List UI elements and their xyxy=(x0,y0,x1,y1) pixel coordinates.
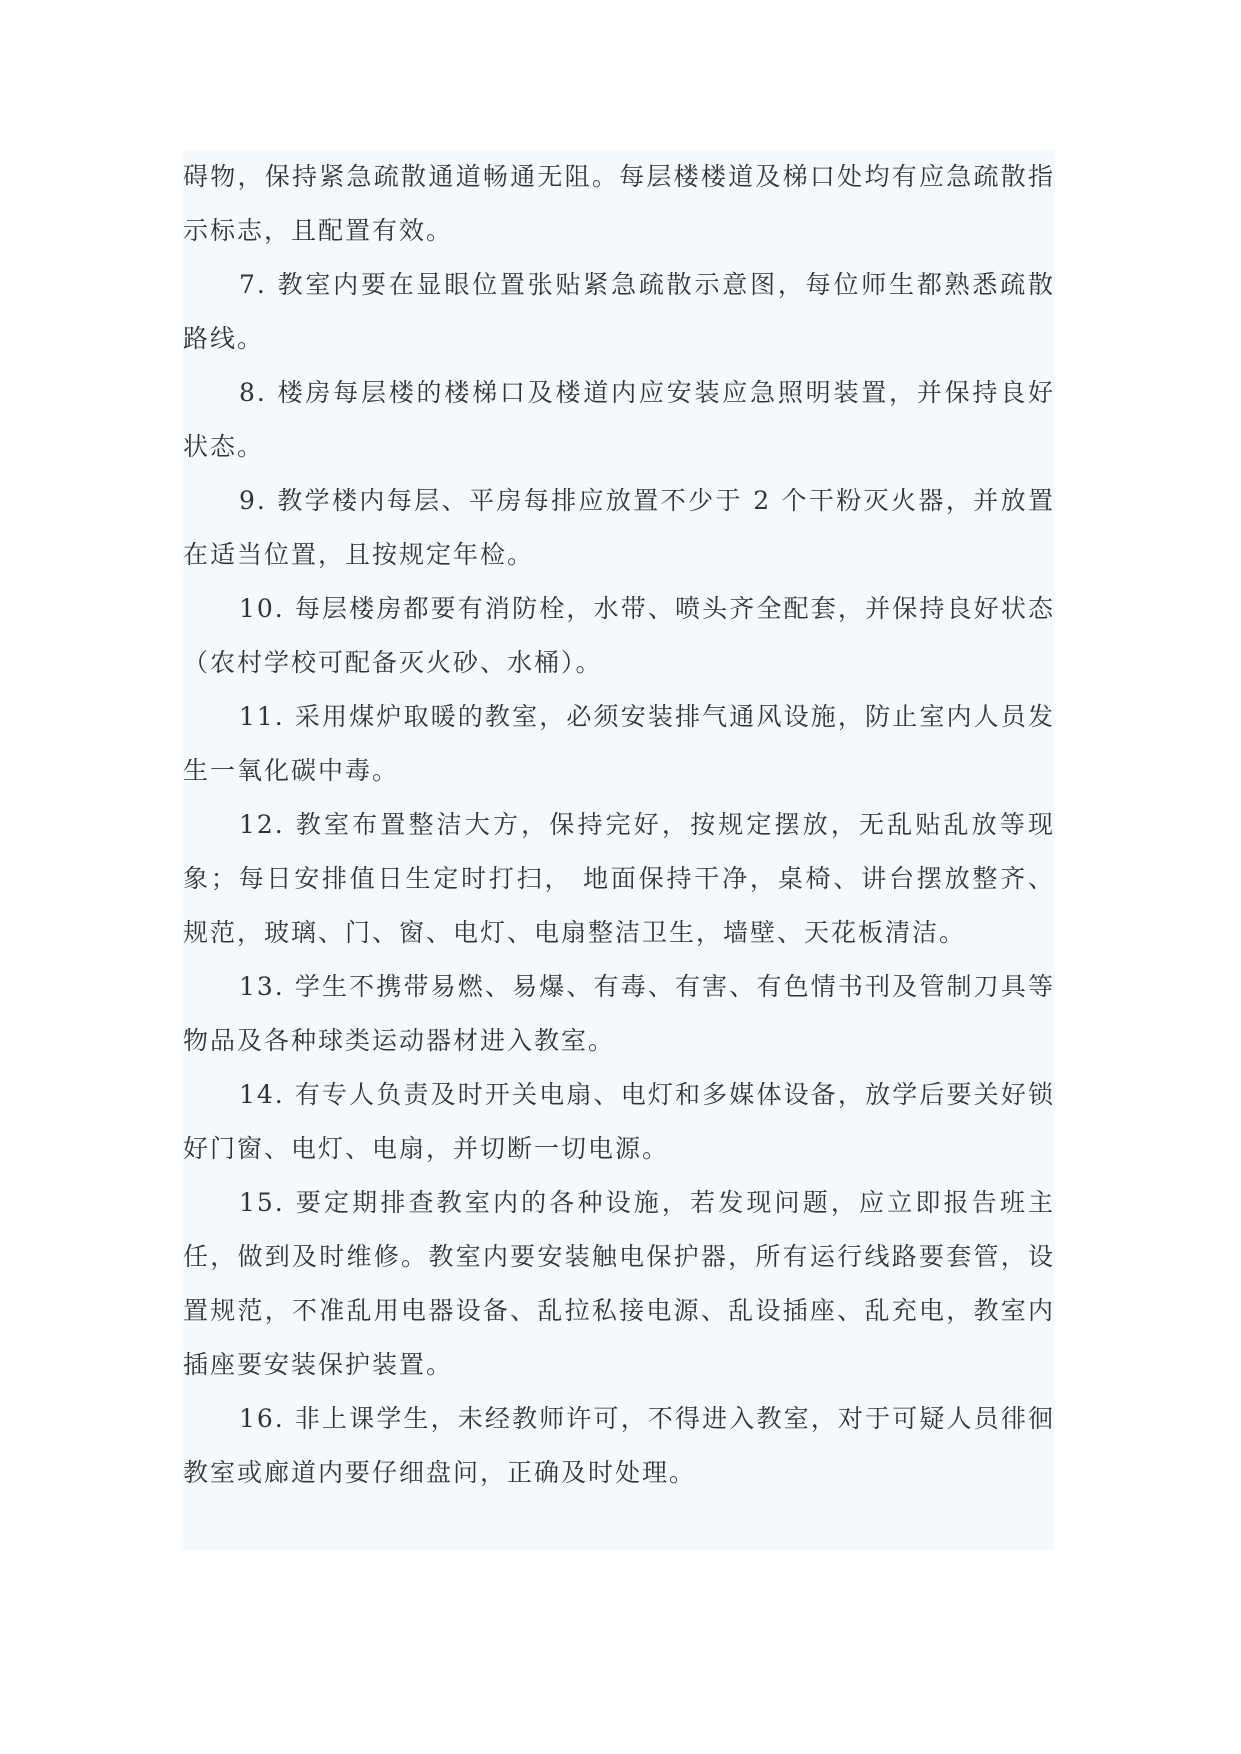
paragraph-item-7: 7. 教室内要在显眼位置张贴紧急疏散示意图，每位师生都熟悉疏散路线。 xyxy=(183,270,1055,353)
paragraph-continuation: 碍物，保持紧急疏散通道畅通无阻。每层楼楼道及梯口处均有应急疏散指示标志，且配置有效。 xyxy=(183,162,1055,245)
paragraph-item-14: 14. 有专人负责及时开关电扇、电灯和多媒体设备，放学后要关好锁好门窗、电灯、电扇，并切断一切电源。 xyxy=(183,1080,1055,1163)
paragraph-item-11: 11. 采用煤炉取暖的教室，必须安装排气通风设施，防止室内人员发生一氧化碳中毒。 xyxy=(183,702,1055,785)
paragraph-item-10: 10. 每层楼房都要有消防栓，水带、喷头齐全配套，并保持良好状态（农村学校可配备灭火砂、水桶）。 xyxy=(183,594,1055,677)
paragraph-item-9: 9. 教学楼内每层、平房每排应放置不少于 2 个干粉灭火器，并放置在适当位置，且按规定年检。 xyxy=(183,486,1055,569)
paragraph-item-8: 8. 楼房每层楼的楼梯口及楼道内应安装应急照明装置，并保持良好状态。 xyxy=(183,378,1055,461)
paragraph-item-15: 15. 要定期排查教室内的各种设施，若发现问题，应立即报告班主任，做到及时维修。教室内要安装触电保护器，所有运行线路要套管，设置规范，不准乱用电器设备、乱拉私接电源、乱设插座、乱充电，教室内插座要安装保护装置。 xyxy=(183,1188,1055,1379)
document-text-block xyxy=(183,150,1055,1550)
paragraph-item-12: 12. 教室布置整洁大方，保持完好，按规定摆放，无乱贴乱放等现象；每日安排值日生定时打扫， 地面保持干净，桌椅、讲台摆放整齐、规范，玻璃、门、窗、电灯、电扇整洁卫生，墙壁、天花板清洁。 xyxy=(183,810,1055,947)
paragraph-item-16: 16. 非上课学生，未经教师许可，不得进入教室，对于可疑人员徘徊教室或廊道内要仔细盘问，正确及时处理。 xyxy=(183,1404,1055,1487)
paragraph-item-13: 13. 学生不携带易燃、易爆、有毒、有害、有色情书刊及管制刀具等物品及各种球类运动器材进入教室。 xyxy=(183,972,1055,1055)
